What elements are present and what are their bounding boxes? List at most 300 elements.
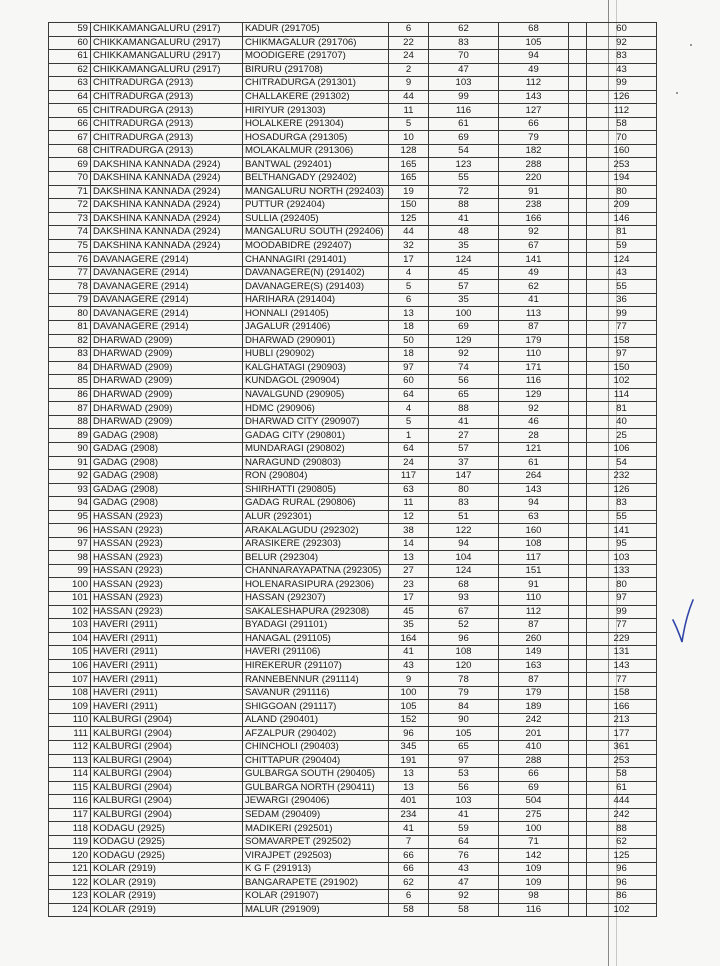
value-cell-2: 65 xyxy=(429,740,499,754)
value-cell-1: 50 xyxy=(389,334,429,348)
value-cell-1: 12 xyxy=(389,510,429,524)
table-row xyxy=(49,646,657,660)
table-row xyxy=(49,754,657,768)
serial-number-cell: 101 xyxy=(49,591,91,605)
table-row xyxy=(49,23,657,37)
district-cell: KALBURGI (2904) xyxy=(91,768,243,782)
table-row xyxy=(49,551,657,565)
blank-cell xyxy=(569,578,587,592)
district-cell: HASSAN (2923) xyxy=(91,537,243,551)
blank-cell xyxy=(569,307,587,321)
value-cell-1: 128 xyxy=(389,144,429,158)
total-cell: 220 xyxy=(499,172,569,186)
value-cell-1: 44 xyxy=(389,226,429,240)
value-cell-1: 1 xyxy=(389,429,429,443)
value-cell-2: 35 xyxy=(429,239,499,253)
allocation-cell: 160 xyxy=(587,144,657,158)
blank-cell xyxy=(569,402,587,416)
district-cell: GADAG (2908) xyxy=(91,497,243,511)
blank-cell xyxy=(569,890,587,904)
value-cell-2: 45 xyxy=(429,266,499,280)
district-cell: GADAG (2908) xyxy=(91,456,243,470)
block-cell: ALUR (292301) xyxy=(243,510,389,524)
blank-cell xyxy=(569,673,587,687)
blank-cell xyxy=(569,740,587,754)
block-cell: SEDAM (290409) xyxy=(243,808,389,822)
block-cell: BELTHANGADY (292402) xyxy=(243,172,389,186)
table-row xyxy=(49,402,657,416)
total-cell: 91 xyxy=(499,185,569,199)
table-row xyxy=(49,158,657,172)
district-cell: CHIKKAMANGALURU (2917) xyxy=(91,63,243,77)
serial-number-cell: 73 xyxy=(49,212,91,226)
value-cell-1: 5 xyxy=(389,280,429,294)
table-row xyxy=(49,497,657,511)
table-body xyxy=(49,23,657,917)
allocation-cell: 70 xyxy=(587,131,657,145)
value-cell-2: 69 xyxy=(429,321,499,335)
table-row xyxy=(49,524,657,538)
district-cell: DAKSHINA KANNADA (2924) xyxy=(91,185,243,199)
blank-cell xyxy=(569,646,587,660)
value-cell-1: 125 xyxy=(389,212,429,226)
value-cell-1: 38 xyxy=(389,524,429,538)
value-cell-2: 94 xyxy=(429,537,499,551)
table-row xyxy=(49,768,657,782)
district-cell: DAKSHINA KANNADA (2924) xyxy=(91,226,243,240)
total-cell: 68 xyxy=(499,23,569,37)
block-cell: HUBLI (290902) xyxy=(243,348,389,362)
total-cell: 87 xyxy=(499,673,569,687)
value-cell-1: 165 xyxy=(389,158,429,172)
total-cell: 67 xyxy=(499,239,569,253)
serial-number-cell: 119 xyxy=(49,835,91,849)
serial-number-cell: 108 xyxy=(49,686,91,700)
total-cell: 87 xyxy=(499,619,569,633)
district-cell: KODAGU (2925) xyxy=(91,849,243,863)
total-cell: 66 xyxy=(499,117,569,131)
value-cell-1: 18 xyxy=(389,321,429,335)
total-cell: 109 xyxy=(499,862,569,876)
block-cell: ARAKALAGUDU (292302) xyxy=(243,524,389,538)
value-cell-2: 37 xyxy=(429,456,499,470)
district-cell: HASSAN (2923) xyxy=(91,578,243,592)
value-cell-2: 62 xyxy=(429,23,499,37)
value-cell-2: 79 xyxy=(429,686,499,700)
blank-cell xyxy=(569,537,587,551)
value-cell-1: 4 xyxy=(389,402,429,416)
blank-cell xyxy=(569,104,587,118)
district-cell: KOLAR (2919) xyxy=(91,876,243,890)
total-cell: 112 xyxy=(499,77,569,91)
value-cell-1: 45 xyxy=(389,605,429,619)
allocation-cell: 158 xyxy=(587,334,657,348)
district-cell: DAKSHINA KANNADA (2924) xyxy=(91,158,243,172)
blank-cell xyxy=(569,591,587,605)
serial-number-cell: 72 xyxy=(49,199,91,213)
total-cell: 49 xyxy=(499,63,569,77)
value-cell-2: 69 xyxy=(429,131,499,145)
value-cell-1: 19 xyxy=(389,185,429,199)
allocation-cell: 81 xyxy=(587,402,657,416)
value-cell-1: 23 xyxy=(389,578,429,592)
blank-cell xyxy=(569,835,587,849)
allocation-cell: 143 xyxy=(587,659,657,673)
value-cell-1: 150 xyxy=(389,199,429,213)
allocation-cell: 150 xyxy=(587,361,657,375)
value-cell-2: 70 xyxy=(429,50,499,64)
allocation-cell: 54 xyxy=(587,456,657,470)
value-cell-2: 92 xyxy=(429,348,499,362)
blank-cell xyxy=(569,564,587,578)
total-cell: 242 xyxy=(499,713,569,727)
table-row xyxy=(49,835,657,849)
value-cell-2: 43 xyxy=(429,862,499,876)
serial-number-cell: 107 xyxy=(49,673,91,687)
value-cell-1: 14 xyxy=(389,537,429,551)
data-table-sheet xyxy=(48,22,657,917)
value-cell-2: 105 xyxy=(429,727,499,741)
speck xyxy=(676,92,678,94)
value-cell-1: 13 xyxy=(389,551,429,565)
allocation-cell: 102 xyxy=(587,375,657,389)
table-row xyxy=(49,470,657,484)
allocation-cell: 83 xyxy=(587,50,657,64)
table-row xyxy=(49,212,657,226)
table-row xyxy=(49,361,657,375)
value-cell-2: 108 xyxy=(429,646,499,660)
allocation-cell: 158 xyxy=(587,686,657,700)
blank-cell xyxy=(569,90,587,104)
block-cell: MANGALURU SOUTH (292406) xyxy=(243,226,389,240)
total-cell: 109 xyxy=(499,876,569,890)
blank-cell xyxy=(569,212,587,226)
value-cell-2: 88 xyxy=(429,199,499,213)
serial-number-cell: 78 xyxy=(49,280,91,294)
district-cell: HASSAN (2923) xyxy=(91,564,243,578)
allocation-cell: 36 xyxy=(587,293,657,307)
blank-cell xyxy=(569,293,587,307)
total-cell: 112 xyxy=(499,605,569,619)
table-row xyxy=(49,172,657,186)
block-cell: KUNDAGOL (290904) xyxy=(243,375,389,389)
district-cell: KOLAR (2919) xyxy=(91,862,243,876)
table-row xyxy=(49,591,657,605)
total-cell: 98 xyxy=(499,890,569,904)
district-cell: KALBURGI (2904) xyxy=(91,740,243,754)
blank-cell xyxy=(569,348,587,362)
data-table xyxy=(48,22,657,917)
value-cell-1: 7 xyxy=(389,835,429,849)
table-row xyxy=(49,659,657,673)
serial-number-cell: 116 xyxy=(49,795,91,809)
total-cell: 94 xyxy=(499,50,569,64)
block-cell: KALGHATAGI (290903) xyxy=(243,361,389,375)
allocation-cell: 102 xyxy=(587,903,657,917)
table-row xyxy=(49,199,657,213)
block-cell: HARIHARA (291404) xyxy=(243,293,389,307)
blank-cell xyxy=(569,429,587,443)
total-cell: 129 xyxy=(499,388,569,402)
serial-number-cell: 68 xyxy=(49,144,91,158)
blank-cell xyxy=(569,280,587,294)
blank-cell xyxy=(569,497,587,511)
value-cell-1: 10 xyxy=(389,131,429,145)
value-cell-2: 72 xyxy=(429,185,499,199)
total-cell: 92 xyxy=(499,402,569,416)
value-cell-1: 96 xyxy=(389,727,429,741)
allocation-cell: 95 xyxy=(587,537,657,551)
serial-number-cell: 62 xyxy=(49,63,91,77)
blank-cell xyxy=(569,862,587,876)
total-cell: 121 xyxy=(499,442,569,456)
value-cell-2: 65 xyxy=(429,388,499,402)
block-cell: HOLALKERE (291304) xyxy=(243,117,389,131)
value-cell-1: 164 xyxy=(389,632,429,646)
value-cell-2: 129 xyxy=(429,334,499,348)
value-cell-2: 147 xyxy=(429,470,499,484)
district-cell: GADAG (2908) xyxy=(91,483,243,497)
allocation-cell: 361 xyxy=(587,740,657,754)
block-cell: ALAND (290401) xyxy=(243,713,389,727)
total-cell: 141 xyxy=(499,253,569,267)
allocation-cell: 97 xyxy=(587,348,657,362)
block-cell: BANGARAPETE (291902) xyxy=(243,876,389,890)
allocation-cell: 96 xyxy=(587,876,657,890)
blank-cell xyxy=(569,63,587,77)
value-cell-1: 41 xyxy=(389,646,429,660)
allocation-cell: 103 xyxy=(587,551,657,565)
table-row xyxy=(49,131,657,145)
block-cell: CHITTAPUR (290404) xyxy=(243,754,389,768)
district-cell: DHARWAD (2909) xyxy=(91,375,243,389)
total-cell: 113 xyxy=(499,307,569,321)
table-row xyxy=(49,334,657,348)
block-cell: CHALLAKERE (291302) xyxy=(243,90,389,104)
total-cell: 41 xyxy=(499,293,569,307)
total-cell: 108 xyxy=(499,537,569,551)
district-cell: HAVERI (2911) xyxy=(91,646,243,660)
allocation-cell: 40 xyxy=(587,415,657,429)
allocation-cell: 80 xyxy=(587,578,657,592)
table-row xyxy=(49,686,657,700)
table-row xyxy=(49,63,657,77)
serial-number-cell: 69 xyxy=(49,158,91,172)
blank-cell xyxy=(569,551,587,565)
value-cell-2: 92 xyxy=(429,890,499,904)
serial-number-cell: 82 xyxy=(49,334,91,348)
serial-number-cell: 84 xyxy=(49,361,91,375)
table-row xyxy=(49,713,657,727)
blank-cell xyxy=(569,470,587,484)
value-cell-1: 9 xyxy=(389,673,429,687)
value-cell-2: 47 xyxy=(429,63,499,77)
allocation-cell: 166 xyxy=(587,700,657,714)
value-cell-2: 41 xyxy=(429,808,499,822)
block-cell: CHANNARAYAPATNA (292305) xyxy=(243,564,389,578)
block-cell: JEWARGI (290406) xyxy=(243,795,389,809)
block-cell: NARAGUND (290803) xyxy=(243,456,389,470)
district-cell: KODAGU (2925) xyxy=(91,822,243,836)
table-row xyxy=(49,740,657,754)
value-cell-2: 83 xyxy=(429,36,499,50)
allocation-cell: 58 xyxy=(587,768,657,782)
block-cell: ARASIKERE (292303) xyxy=(243,537,389,551)
blank-cell xyxy=(569,375,587,389)
district-cell: KOLAR (2919) xyxy=(91,890,243,904)
district-cell: DAVANAGERE (2914) xyxy=(91,321,243,335)
block-cell: HOLENARASIPURA (292306) xyxy=(243,578,389,592)
value-cell-2: 80 xyxy=(429,483,499,497)
allocation-cell: 55 xyxy=(587,510,657,524)
block-cell: RANNEBENNUR (291114) xyxy=(243,673,389,687)
block-cell: KOLAR (291907) xyxy=(243,890,389,904)
value-cell-1: 117 xyxy=(389,470,429,484)
blank-cell xyxy=(569,781,587,795)
block-cell: CHINCHOLI (290403) xyxy=(243,740,389,754)
blank-cell xyxy=(569,700,587,714)
value-cell-1: 63 xyxy=(389,483,429,497)
total-cell: 110 xyxy=(499,348,569,362)
value-cell-2: 55 xyxy=(429,172,499,186)
total-cell: 79 xyxy=(499,131,569,145)
allocation-cell: 177 xyxy=(587,727,657,741)
total-cell: 116 xyxy=(499,903,569,917)
block-cell: GADAG CITY (290801) xyxy=(243,429,389,443)
serial-number-cell: 100 xyxy=(49,578,91,592)
blank-cell xyxy=(569,659,587,673)
value-cell-2: 100 xyxy=(429,307,499,321)
allocation-cell: 77 xyxy=(587,619,657,633)
serial-number-cell: 110 xyxy=(49,713,91,727)
value-cell-2: 116 xyxy=(429,104,499,118)
allocation-cell: 444 xyxy=(587,795,657,809)
total-cell: 62 xyxy=(499,280,569,294)
district-cell: CHITRADURGA (2913) xyxy=(91,117,243,131)
total-cell: 94 xyxy=(499,497,569,511)
blank-cell xyxy=(569,605,587,619)
blank-cell xyxy=(569,253,587,267)
district-cell: DAKSHINA KANNADA (2924) xyxy=(91,172,243,186)
block-cell: MUNDARAGI (290802) xyxy=(243,442,389,456)
value-cell-2: 88 xyxy=(429,402,499,416)
allocation-cell: 97 xyxy=(587,591,657,605)
allocation-cell: 77 xyxy=(587,673,657,687)
value-cell-2: 99 xyxy=(429,90,499,104)
district-cell: DAKSHINA KANNADA (2924) xyxy=(91,199,243,213)
serial-number-cell: 88 xyxy=(49,415,91,429)
allocation-cell: 92 xyxy=(587,36,657,50)
value-cell-2: 41 xyxy=(429,415,499,429)
block-cell: SHIRHATTI (290805) xyxy=(243,483,389,497)
total-cell: 264 xyxy=(499,470,569,484)
value-cell-1: 165 xyxy=(389,172,429,186)
table-row xyxy=(49,307,657,321)
blank-cell xyxy=(569,131,587,145)
value-cell-2: 104 xyxy=(429,551,499,565)
total-cell: 92 xyxy=(499,226,569,240)
value-cell-1: 13 xyxy=(389,307,429,321)
district-cell: GADAG (2908) xyxy=(91,429,243,443)
block-cell: MADIKERI (292501) xyxy=(243,822,389,836)
table-row xyxy=(49,388,657,402)
value-cell-1: 13 xyxy=(389,781,429,795)
serial-number-cell: 104 xyxy=(49,632,91,646)
total-cell: 179 xyxy=(499,334,569,348)
table-row xyxy=(49,510,657,524)
serial-number-cell: 96 xyxy=(49,524,91,538)
total-cell: 110 xyxy=(499,591,569,605)
total-cell: 28 xyxy=(499,429,569,443)
value-cell-1: 24 xyxy=(389,456,429,470)
value-cell-2: 122 xyxy=(429,524,499,538)
value-cell-2: 52 xyxy=(429,619,499,633)
total-cell: 410 xyxy=(499,740,569,754)
total-cell: 171 xyxy=(499,361,569,375)
allocation-cell: 126 xyxy=(587,90,657,104)
serial-number-cell: 113 xyxy=(49,754,91,768)
district-cell: CHIKKAMANGALURU (2917) xyxy=(91,23,243,37)
table-row xyxy=(49,605,657,619)
blank-cell xyxy=(569,768,587,782)
value-cell-2: 123 xyxy=(429,158,499,172)
total-cell: 166 xyxy=(499,212,569,226)
table-row xyxy=(49,226,657,240)
allocation-cell: 141 xyxy=(587,524,657,538)
value-cell-1: 401 xyxy=(389,795,429,809)
total-cell: 163 xyxy=(499,659,569,673)
value-cell-1: 97 xyxy=(389,361,429,375)
serial-number-cell: 97 xyxy=(49,537,91,551)
district-cell: CHITRADURGA (2913) xyxy=(91,77,243,91)
serial-number-cell: 60 xyxy=(49,36,91,50)
allocation-cell: 209 xyxy=(587,199,657,213)
district-cell: DAKSHINA KANNADA (2924) xyxy=(91,239,243,253)
allocation-cell: 59 xyxy=(587,239,657,253)
value-cell-2: 84 xyxy=(429,700,499,714)
value-cell-2: 124 xyxy=(429,564,499,578)
serial-number-cell: 103 xyxy=(49,619,91,633)
table-row xyxy=(49,293,657,307)
value-cell-1: 24 xyxy=(389,50,429,64)
blank-cell xyxy=(569,876,587,890)
block-cell: CHIKMAGALUR (291706) xyxy=(243,36,389,50)
district-cell: HAVERI (2911) xyxy=(91,686,243,700)
blank-cell xyxy=(569,632,587,646)
allocation-cell: 99 xyxy=(587,605,657,619)
value-cell-2: 68 xyxy=(429,578,499,592)
value-cell-2: 97 xyxy=(429,754,499,768)
district-cell: KALBURGI (2904) xyxy=(91,754,243,768)
value-cell-1: 13 xyxy=(389,768,429,782)
value-cell-1: 234 xyxy=(389,808,429,822)
district-cell: HAVERI (2911) xyxy=(91,659,243,673)
blank-cell xyxy=(569,415,587,429)
block-cell: DAVANAGERE(S) (291403) xyxy=(243,280,389,294)
value-cell-1: 11 xyxy=(389,104,429,118)
serial-number-cell: 105 xyxy=(49,646,91,660)
block-cell: DAVANAGERE(N) (291402) xyxy=(243,266,389,280)
blank-cell xyxy=(569,795,587,809)
allocation-cell: 60 xyxy=(587,23,657,37)
value-cell-1: 58 xyxy=(389,903,429,917)
allocation-cell: 55 xyxy=(587,280,657,294)
block-cell: JAGALUR (291406) xyxy=(243,321,389,335)
block-cell: GULBARGA NORTH (290411) xyxy=(243,781,389,795)
district-cell: GADAG (2908) xyxy=(91,470,243,484)
speck xyxy=(690,44,692,46)
allocation-cell: 83 xyxy=(587,497,657,511)
